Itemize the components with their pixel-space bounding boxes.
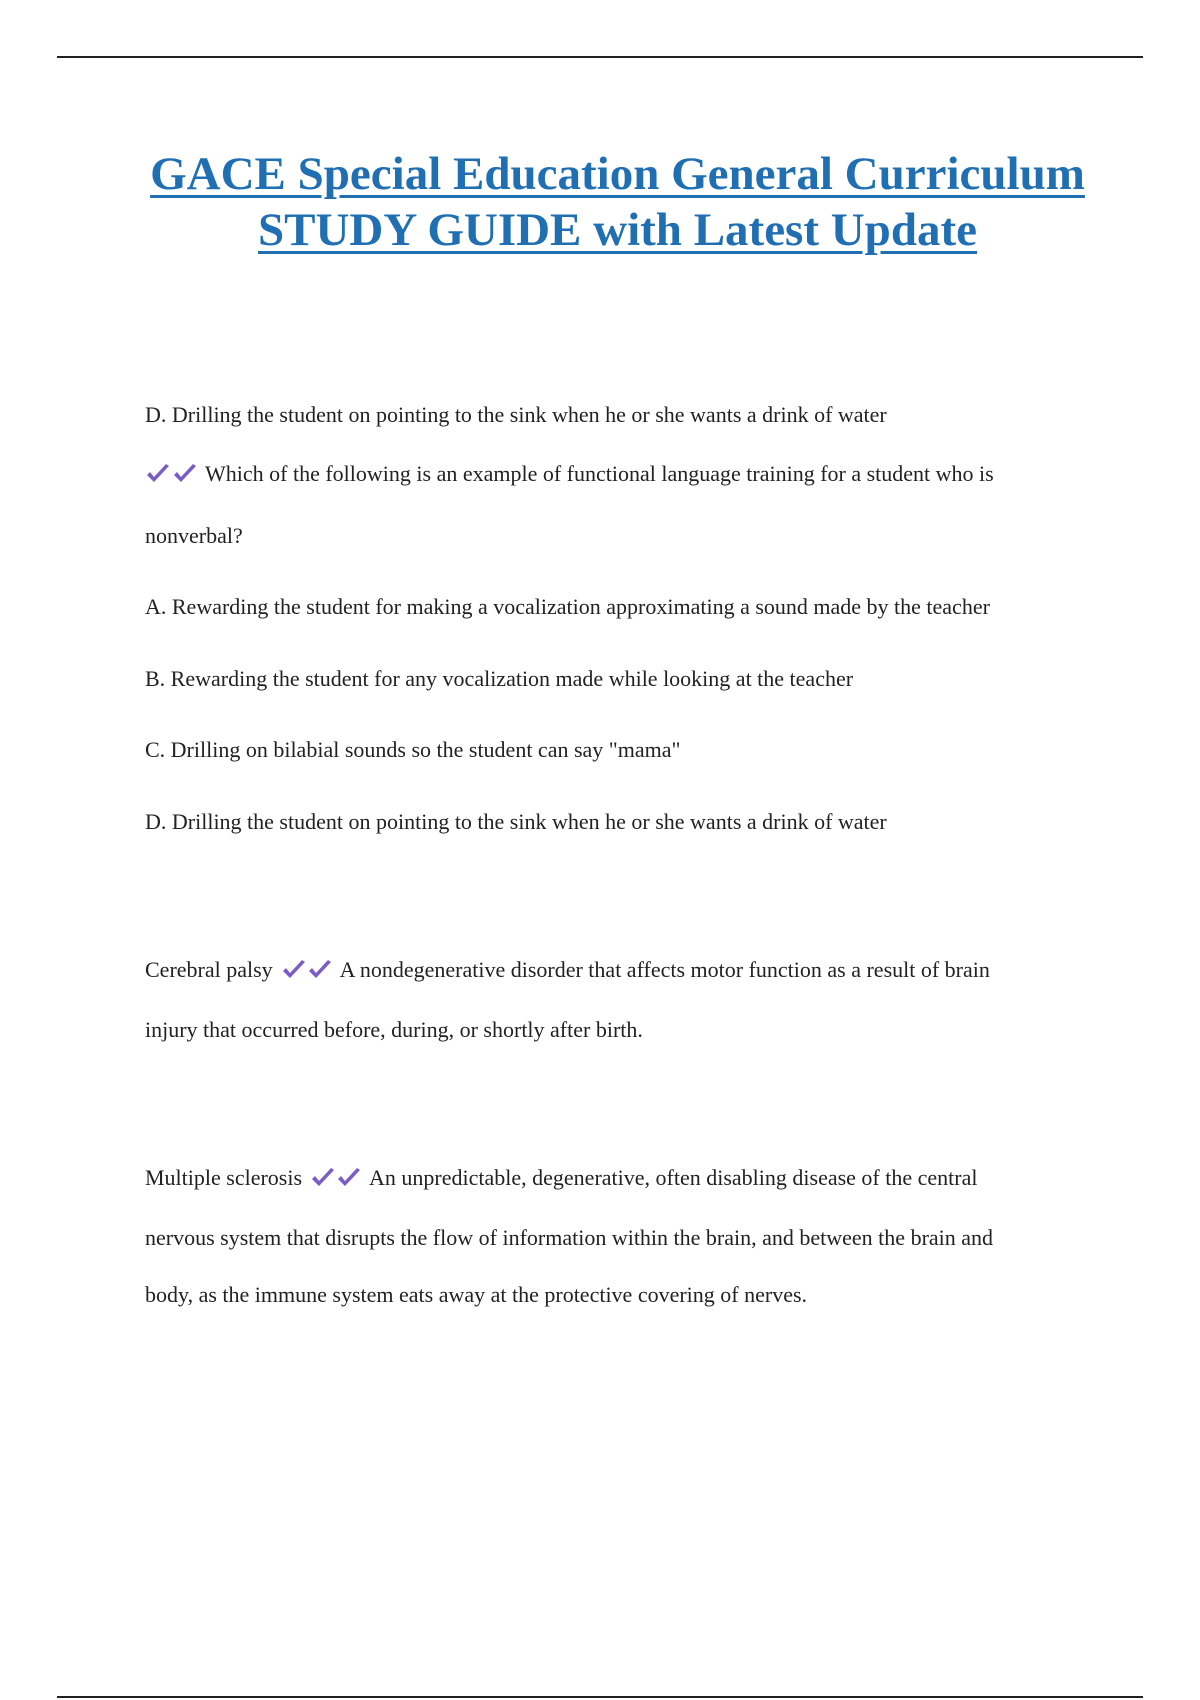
checkmark-icon (145, 463, 171, 485)
question-line-1 (145, 459, 994, 489)
checkmark-icon (281, 959, 307, 981)
checkmark-icon (172, 463, 198, 485)
bottom-rule (57, 1696, 1143, 1698)
cerebral-palsy-line-1 (145, 955, 990, 985)
checkmark-icon (307, 959, 333, 981)
term-cerebral-palsy: Cerebral palsy (145, 957, 273, 982)
document-title: GACE Special Education General Curriculum STUDY GUIDE with Latest Update (150, 148, 1085, 256)
checkmark-icon (336, 1167, 362, 1189)
checkmark-icon (310, 1167, 336, 1189)
option-c: C. Drilling on bilabial sounds so the student can say "mama" (145, 737, 681, 762)
definition-cerebral-palsy: A nondegenerative disorder that affects motor function as a result of brain (339, 957, 990, 982)
option-b: B. Rewarding the student for any vocalization made while looking at the teacher (145, 666, 854, 691)
top-rule (57, 56, 1143, 58)
multiple-sclerosis-line-1 (145, 1163, 977, 1193)
option-d: D. Drilling the student on pointing to the sink when he or she wants a drink of water (145, 809, 887, 834)
previous-answer-line: D. Drilling the student on pointing to the sink when he or she wants a drink of water (145, 402, 887, 427)
multiple-sclerosis-line-3: body, as the immune system eats away at the protective covering of nerves. (145, 1282, 808, 1307)
question-line-2: nonverbal? (145, 523, 243, 548)
cerebral-palsy-line-2: injury that occurred before, during, or shortly after birth. (145, 1017, 643, 1042)
question-text: Which of the following is an example of functional language training for a student who is (205, 461, 994, 486)
multiple-sclerosis-line-2: nervous system that disrupts the flow of information within the brain, and between the brain and (145, 1225, 994, 1250)
option-a: A. Rewarding the student for making a vocalization approximating a sound made by the teacher (145, 594, 990, 619)
definition-multiple-sclerosis: An unpredictable, degenerative, often disabling disease of the central (369, 1165, 978, 1190)
term-multiple-sclerosis: Multiple sclerosis (145, 1165, 303, 1190)
